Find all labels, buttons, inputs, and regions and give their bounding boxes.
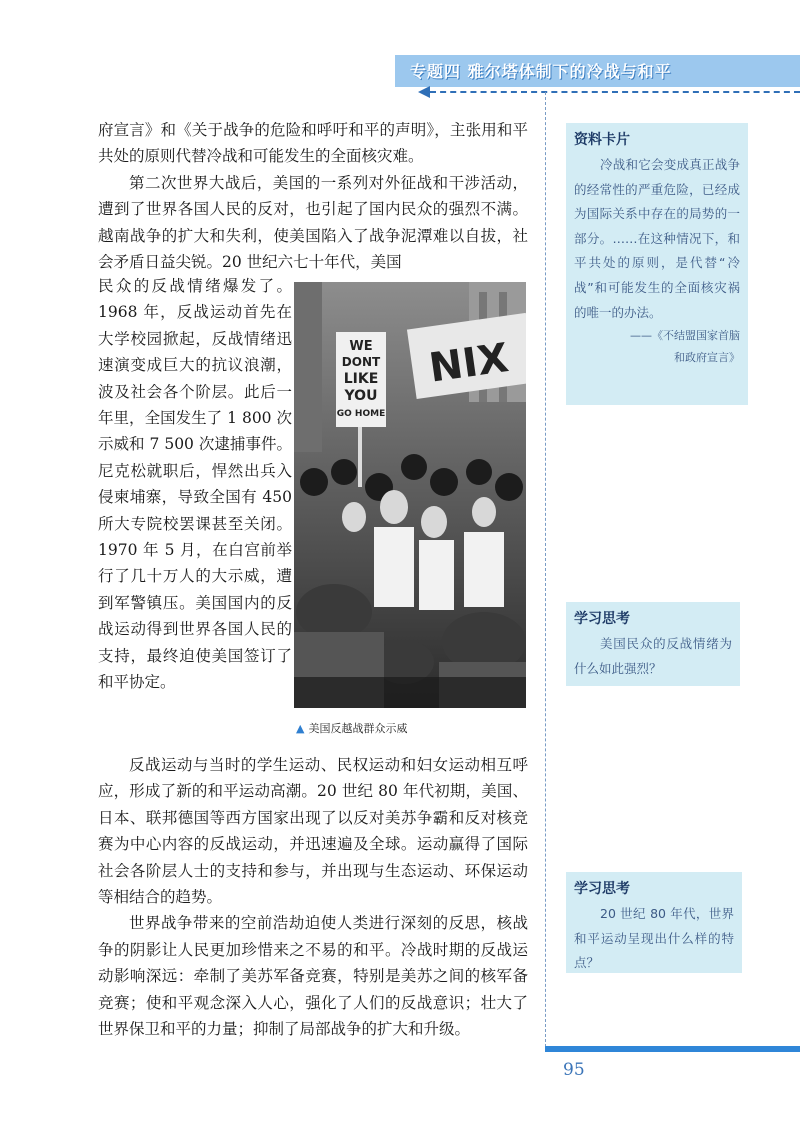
info-card-body bbox=[574, 153, 740, 325]
info-card bbox=[566, 123, 748, 405]
sign-line-4: YOU bbox=[344, 388, 378, 404]
study-card-2-text: 20 世纪 80 年代，世界和平运动呈现出什么样的特点？ bbox=[574, 906, 734, 971]
study-card-1 bbox=[566, 602, 740, 686]
sign-line-3: LIKE bbox=[343, 371, 379, 387]
triangle-bullet-icon: ▲ bbox=[296, 722, 305, 735]
study-card-1-title: 学习思考 bbox=[574, 611, 630, 627]
paragraph-3: 反战运动与当时的学生运动、民权运动和妇女运动相互呼应，形成了新的和平运动高潮。20 世纪 80 年代初期，美国、日本、联邦德国等西方国家出现了以反对美苏争霸和反对核竞赛为中心内容的反战运动，并迅速遍及全球。运动赢得了国际社会各阶层人士的支持和参与，并出现与生态运动、环保运动等相结合的趋势。 bbox=[98, 756, 528, 907]
paragraph-2-top: 第二次世界大战后，美国的一系列对外征战和干涉活动，遭到了世界各国人民的反对，也引起了国内民众的强烈不满。越南战争的扩大和失利，使美国陷入了战争泥潭难以自拔，社会矛盾日益尖锐。20 世纪六七十年代，美国 bbox=[98, 173, 528, 272]
source-line-2: 和政府宣言》 bbox=[674, 351, 740, 365]
study-card-2-title: 学习思考 bbox=[574, 881, 630, 897]
footer-band bbox=[545, 1046, 800, 1052]
study-card-1-text: 美国民众的反战情绪为什么如此强烈？ bbox=[574, 636, 732, 676]
column-divider bbox=[545, 92, 546, 1047]
info-card-title: 资料卡片 bbox=[574, 132, 630, 148]
arrow-left-icon bbox=[418, 86, 430, 98]
chapter-title: 专题四 雅尔塔体制下的冷战与和平 bbox=[410, 62, 672, 81]
study-card-2-body bbox=[574, 902, 734, 976]
header-dashed-line bbox=[430, 91, 800, 93]
caption-text: 美国反越战群众示威 bbox=[308, 722, 408, 735]
study-card-2 bbox=[566, 872, 742, 973]
paragraph-1: 府宣言》和《关于战争的危险和呼吁和平的声明》，主张用和平共处的原则代替冷战和可能发生的全面核灾难。 bbox=[98, 121, 528, 166]
main-text-bottom bbox=[98, 752, 528, 1042]
photo-caption bbox=[296, 720, 407, 736]
sign-line-2: DONT bbox=[341, 355, 381, 369]
main-text-side bbox=[98, 273, 292, 696]
paragraph-2-side: 民众的反战情绪爆发了。1968 年，反战运动首先在大学校园掀起，反战情绪迅速演变成巨大的抗议浪潮，波及社会各个阶层。此后一年里，全国发生了 1 800 次示威和 7 500 次逮捕事件。尼克松就职后，悍然出兵入侵柬埔寨，导致全国有 450 所大专院校罢课甚至关闭。1970 年 5 月，在白宫前举行了几十万人的大示威，遭到军警镇压。美国国内的反战运动得到世界各国人民的支持，最终迫使美国签订了和平协定。 bbox=[98, 277, 292, 692]
info-card-text: 冷战和它会变成真正战争的经常性的严重危险，已经成为国际关系中存在的局势的一部分。……在这种情况下，和平共处的原则，是代替“冷战”和可能发生的全面核灾祸的唯一的办法。 bbox=[574, 157, 740, 320]
sign-line-5: GO HOME bbox=[336, 409, 386, 419]
protest-photo bbox=[294, 282, 526, 708]
paragraph-4: 世界战争带来的空前浩劫迫使人类进行深刻的反思，核战争的阴影让人民更加珍惜来之不易的和平。冷战时期的反战运动影响深远：牵制了美苏军备竞赛，特别是美苏之间的核军备竞赛；使和平观念深入人心，强化了人们的反战意识；壮大了世界保卫和平的力量；抑制了局部战争的扩大和升级。 bbox=[98, 914, 528, 1039]
study-card-1-body bbox=[574, 632, 732, 681]
main-text-top bbox=[98, 117, 528, 275]
banner-text: NIX bbox=[426, 335, 512, 392]
info-card-source bbox=[574, 325, 740, 369]
sign-line-1: WE bbox=[349, 339, 373, 354]
source-line-1: ——《不结盟国家首脑 bbox=[630, 329, 740, 343]
page-number: 95 bbox=[563, 1060, 585, 1080]
